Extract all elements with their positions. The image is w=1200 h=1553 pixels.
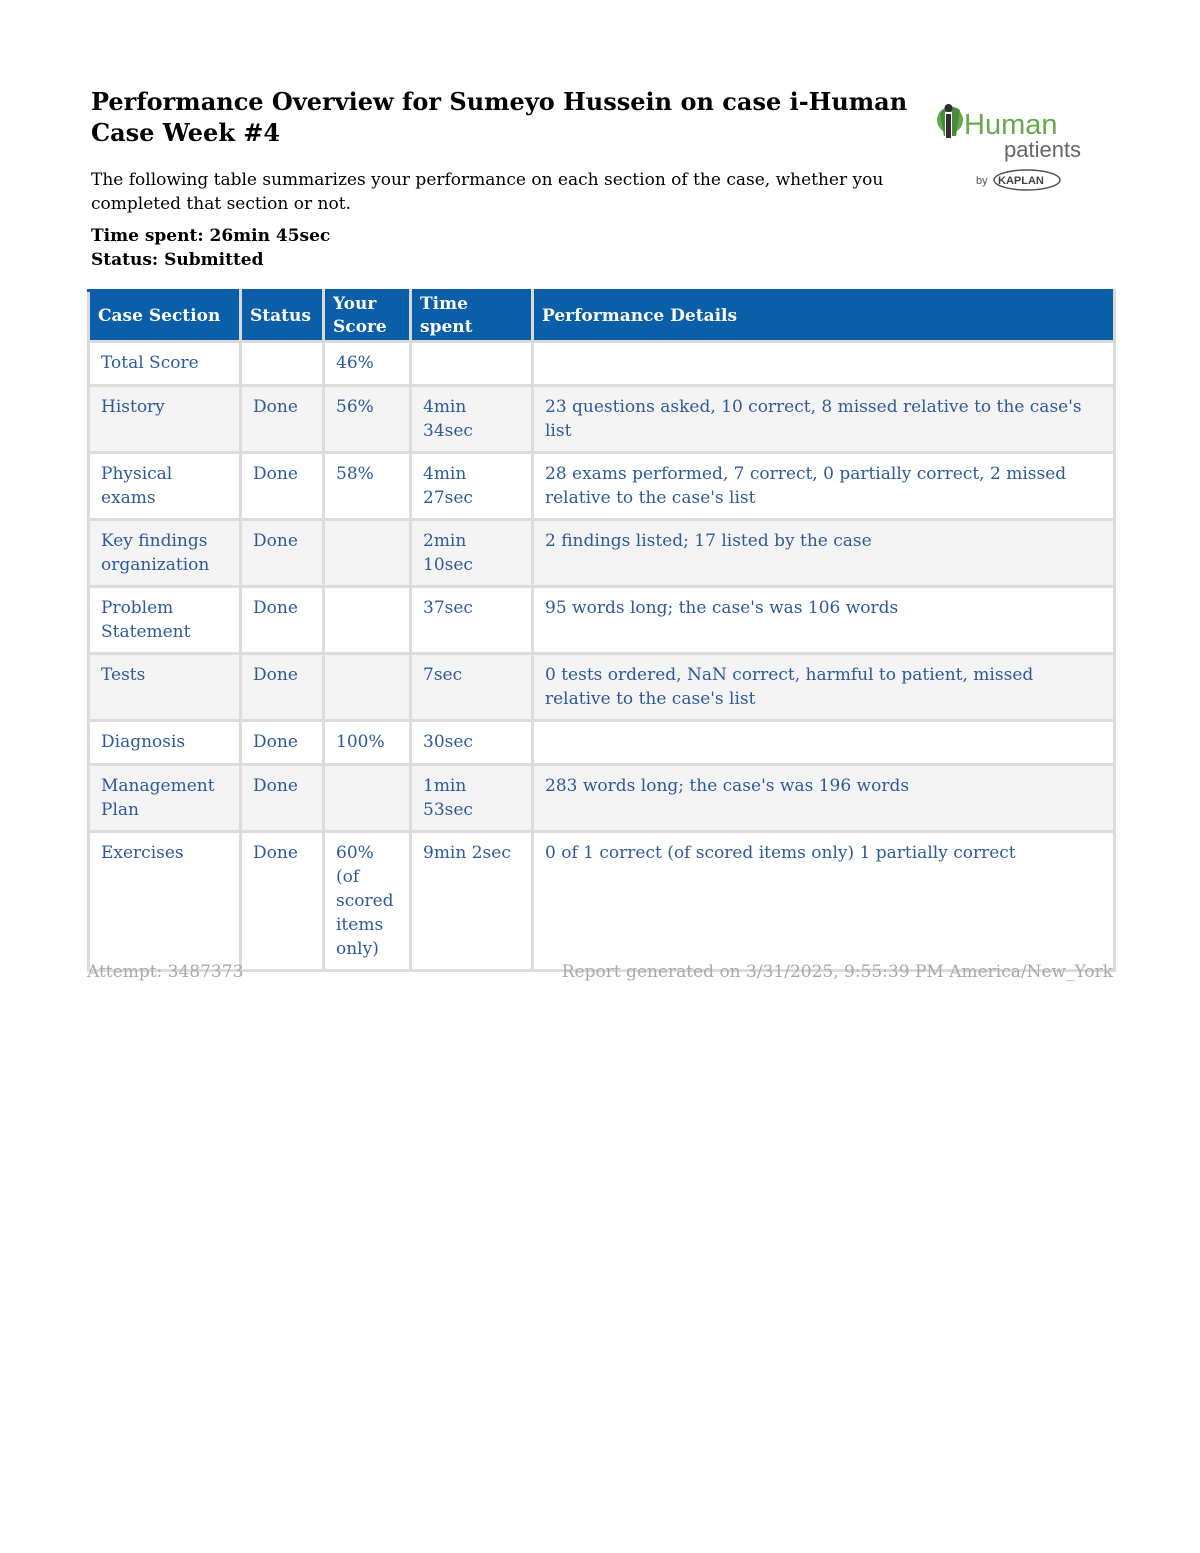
cell-status bbox=[241, 342, 324, 386]
cell-details: 0 of 1 correct (of scored items only) 1 partially correct bbox=[533, 832, 1115, 971]
logo-brand-text: Human bbox=[964, 109, 1058, 141]
attempt-id: Attempt: 3487373 bbox=[87, 962, 244, 982]
header-case-section: Case Section bbox=[89, 291, 241, 342]
cell-details: 283 words long; the case's was 196 words bbox=[533, 765, 1115, 832]
header-your-score: Your Score bbox=[324, 291, 411, 342]
table-row bbox=[89, 342, 1115, 386]
cell-status: Done bbox=[241, 587, 324, 654]
cell-score: 56% bbox=[324, 386, 411, 453]
cell-status: Done bbox=[241, 832, 324, 971]
table-row bbox=[89, 654, 1115, 721]
page-title: Performance Overview for Sumeyo Hussein on case i-Human Case Week #4 bbox=[91, 87, 908, 147]
cell-status: Done bbox=[241, 721, 324, 765]
performance-table bbox=[87, 289, 1116, 972]
cell-time: 30sec bbox=[411, 721, 533, 765]
cell-section: Key findings organization bbox=[89, 520, 241, 587]
cell-section: Physical exams bbox=[89, 453, 241, 520]
cell-status: Done bbox=[241, 386, 324, 453]
cell-status: Done bbox=[241, 654, 324, 721]
logo-partner-text: KAPLAN bbox=[998, 175, 1044, 187]
header-time-spent: Time spent bbox=[411, 291, 533, 342]
cell-section: Problem Statement bbox=[89, 587, 241, 654]
cell-score: 46% bbox=[324, 342, 411, 386]
cell-details bbox=[533, 342, 1115, 386]
cell-section: Tests bbox=[89, 654, 241, 721]
cell-details: 2 findings listed; 17 listed by the case bbox=[533, 520, 1115, 587]
cell-status: Done bbox=[241, 453, 324, 520]
cell-section: Total Score bbox=[89, 342, 241, 386]
cell-score bbox=[324, 520, 411, 587]
cell-time: 4min 27sec bbox=[411, 453, 533, 520]
cell-details: 23 questions asked, 10 correct, 8 missed relative to the case's list bbox=[533, 386, 1115, 453]
cell-section: Exercises bbox=[89, 832, 241, 971]
cell-status: Done bbox=[241, 765, 324, 832]
summary-meta bbox=[91, 224, 330, 272]
cell-time: 7sec bbox=[411, 654, 533, 721]
table-header-row bbox=[89, 291, 1115, 342]
i-human-patients-logo bbox=[934, 100, 1114, 196]
cell-details: 95 words long; the case's was 106 words bbox=[533, 587, 1115, 654]
cell-score bbox=[324, 654, 411, 721]
cell-time: 4min 34sec bbox=[411, 386, 533, 453]
cell-time bbox=[411, 342, 533, 386]
logo-sub-text: patients bbox=[1004, 137, 1082, 162]
table-row bbox=[89, 520, 1115, 587]
table-row bbox=[89, 832, 1115, 971]
header-performance-details: Performance Details bbox=[533, 291, 1115, 342]
cell-score bbox=[324, 587, 411, 654]
table-row bbox=[89, 765, 1115, 832]
table-row bbox=[89, 587, 1115, 654]
table-row bbox=[89, 721, 1115, 765]
cell-time: 2min 10sec bbox=[411, 520, 533, 587]
header-status: Status bbox=[241, 291, 324, 342]
intro-text: The following table summarizes your performance on each section of the case, whether you completed that section or not. bbox=[91, 170, 884, 214]
cell-section: Diagnosis bbox=[89, 721, 241, 765]
cell-details bbox=[533, 721, 1115, 765]
report-generated-timestamp: Report generated on 3/31/2025, 9:55:39 PM America/New_York bbox=[561, 962, 1113, 982]
cell-details: 0 tests ordered, NaN correct, harmful to patient, missed relative to the case's list bbox=[533, 654, 1115, 721]
cell-time: 1min 53sec bbox=[411, 765, 533, 832]
time-spent-summary: Time spent: 26min 45sec bbox=[91, 226, 331, 246]
status-summary: Status: Submitted bbox=[91, 250, 264, 270]
cell-details: 28 exams performed, 7 correct, 0 partially correct, 2 missed relative to the case's list bbox=[533, 453, 1115, 520]
cell-section: History bbox=[89, 386, 241, 453]
cell-time: 9min 2sec bbox=[411, 832, 533, 971]
cell-status: Done bbox=[241, 520, 324, 587]
table-row bbox=[89, 453, 1115, 520]
logo-by-text: by bbox=[976, 175, 988, 187]
cell-section: Management Plan bbox=[89, 765, 241, 832]
table-row bbox=[89, 386, 1115, 453]
cell-time: 37sec bbox=[411, 587, 533, 654]
cell-score: 58% bbox=[324, 453, 411, 520]
cell-score: 100% bbox=[324, 721, 411, 765]
logo-mark-icon bbox=[937, 104, 963, 138]
cell-score bbox=[324, 765, 411, 832]
cell-score: 60% (of scored items only) bbox=[324, 832, 411, 971]
